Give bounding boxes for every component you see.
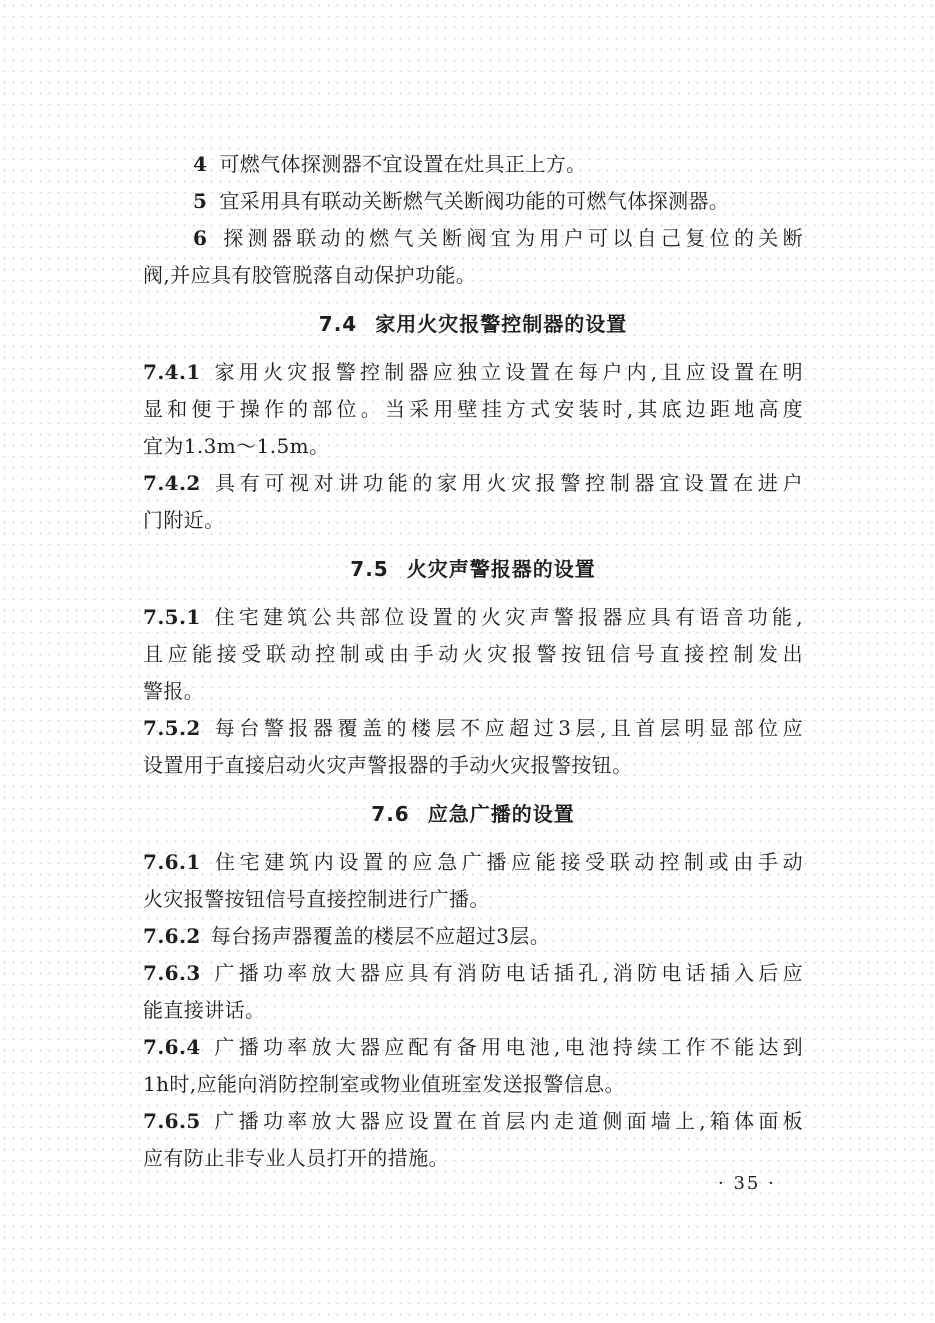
clause-number: 7.4.1: [143, 360, 201, 384]
item-number: 5: [193, 189, 208, 213]
clause-7-5-1-line-1: [143, 599, 803, 636]
clause-7-6-1-line-2: 火灾报警按钮信号直接控制进行广播。: [143, 887, 490, 911]
clause-7-5-1-line-2: 且应能接受联动控制或由手动火灾报警按钮信号直接控制发出: [143, 642, 803, 666]
item-4: [143, 146, 803, 183]
item-text: 宜采用具有联动关断燃气关断阀功能的可燃气体探测器。: [219, 189, 730, 213]
item-text: 可燃气体探测器不宜设置在灶具正上方。: [219, 152, 587, 176]
clause-7-6-5-line-1: [143, 1103, 803, 1140]
clause-7-5-2-line-1: [143, 710, 803, 747]
section-heading-7-6: [143, 788, 803, 840]
clause-text: 广播功率放大器应具有消防电话插孔,消防电话插入后应: [210, 961, 803, 985]
clause-text: 广播功率放大器应配有备用电池,电池持续工作不能达到: [210, 1035, 803, 1059]
clause-text: 住宅建筑内设置的应急广播应能接受联动控制或由手动: [210, 850, 803, 874]
section-number: 7.4: [318, 312, 358, 336]
clause-7-4-1-line-3: 宜为1.3m～1.5m。: [143, 434, 330, 458]
clause-text: 住宅建筑公共部位设置的火灾声警报器应具有语音功能,: [210, 605, 803, 629]
section-number: 7.5: [350, 557, 389, 581]
clause-number: 7.6.5: [143, 1109, 201, 1133]
clause-number: 7.6.4: [143, 1035, 201, 1059]
clause-number: 7.5.1: [143, 605, 201, 629]
item-5: [143, 183, 803, 220]
clause-7-6-1-line-1: [143, 844, 803, 881]
item-number: 6: [193, 226, 208, 250]
section-title: 应急广播的设置: [427, 802, 575, 826]
clause-text: 广播功率放大器应设置在首层内走道侧面墙上,箱体面板: [210, 1109, 803, 1133]
item-text: 探测器联动的燃气关断阀宜为用户可以自己复位的关断: [219, 226, 803, 250]
clause-7-6-5-line-2: 应有防止非专业人员打开的措施。: [143, 1146, 449, 1170]
clause-7-4-2-line-1: [143, 465, 803, 502]
clause-text: 家用火灾报警控制器应独立设置在每户内,且应设置在明: [210, 360, 803, 384]
section-heading-7-4: [143, 298, 803, 350]
clause-number: 7.6.3: [143, 961, 201, 985]
clause-7-5-2-line-2: 设置用于直接启动火灾声警报器的手动火灾报警按钮。: [143, 753, 633, 777]
item-6-line-2: 阀,并应具有胶管脱落自动保护功能。: [143, 263, 477, 287]
clause-number: 7.5.2: [143, 716, 201, 740]
clause-7-4-1-line-1: [143, 354, 803, 391]
page-content: [143, 146, 803, 1177]
clause-number: 7.4.2: [143, 471, 201, 495]
clause-7-5-1-line-3: 警报。: [143, 679, 205, 703]
clause-7-6-3-line-1: [143, 955, 803, 992]
page-number: · 35 ·: [718, 1173, 776, 1194]
clause-7-6-4-line-1: [143, 1029, 803, 1066]
clause-text: 每台扬声器覆盖的楼层不应超过3层。: [210, 924, 551, 948]
clause-text: 具有可视对讲功能的家用火灾报警控制器宜设置在进户: [210, 471, 803, 495]
section-title: 家用火灾报警控制器的设置: [375, 312, 628, 336]
clause-7-6-4-line-2: 1h时,应能向消防控制室或物业值班室发送报警信息。: [143, 1072, 625, 1096]
item-6-line-1: [143, 220, 803, 257]
clause-number: 7.6.1: [143, 850, 201, 874]
clause-text: 每台警报器覆盖的楼层不应超过3层,且首层明显部位应: [210, 716, 803, 740]
section-title: 火灾声警报器的设置: [406, 557, 596, 581]
clause-number: 7.6.2: [143, 924, 201, 948]
clause-7-6-3-line-2: 能直接讲话。: [143, 998, 266, 1022]
section-heading-7-5: [143, 543, 803, 595]
item-number: 4: [193, 152, 208, 176]
clause-7-4-2-line-2: 门附近。: [143, 508, 225, 532]
clause-7-4-1-line-2: 显和便于操作的部位。当采用壁挂方式安装时,其底边距地高度: [143, 397, 803, 421]
section-number: 7.6: [371, 802, 410, 826]
clause-7-6-2-line-1: [143, 918, 803, 955]
